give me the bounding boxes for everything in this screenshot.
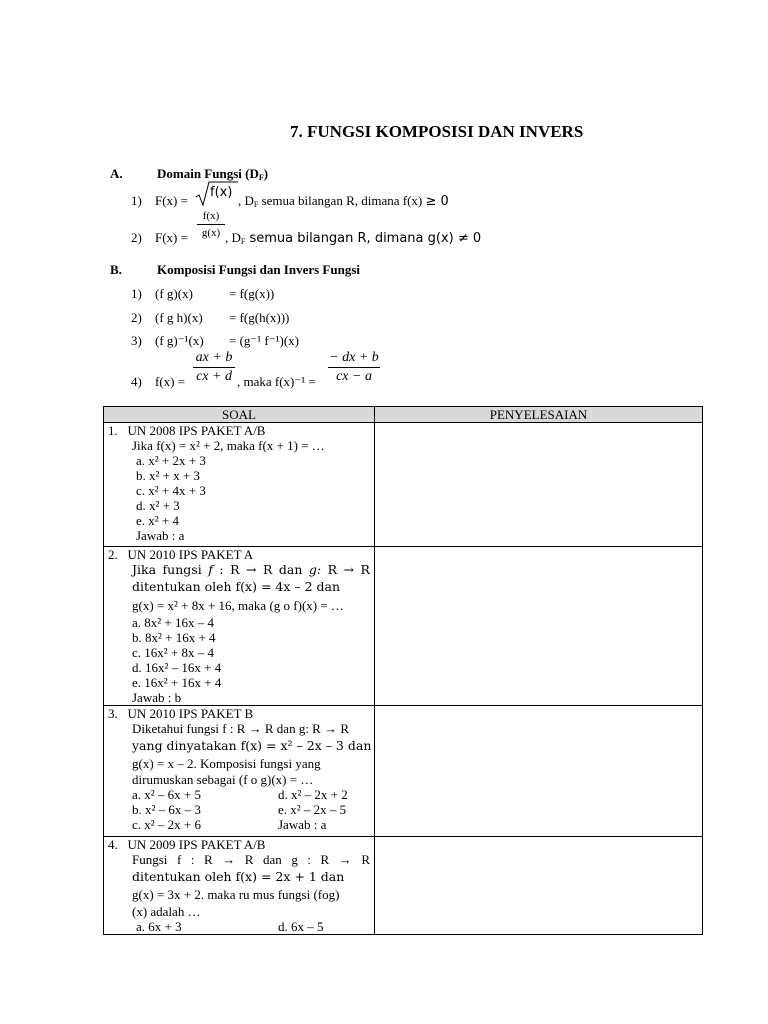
header-penyelesaian: PENYELESAIAN: [375, 407, 703, 423]
a-item1-condition: , $D_F$ semua bilangan R, dimana f(x) ≥ 0: [238, 193, 449, 209]
question-cell-1: [104, 423, 375, 547]
answer-text: Jawab : a: [136, 528, 185, 543]
question-cell-3: [104, 706, 375, 837]
question-line-1: Diketahui fungsi f : R → R dan g: R → R: [132, 721, 350, 736]
option-e: e. 16x² + 16x + 4: [132, 675, 222, 690]
fraction-denominator: cx − a: [336, 369, 372, 384]
question-line-3: g(x) = x² + 8x + 16, maka (g o f)(x) = …: [132, 598, 344, 613]
section-a-letter: A.: [110, 166, 123, 181]
table-row: [104, 837, 703, 935]
fraction-bar: [193, 367, 235, 368]
a-item1-prefix: F(x) =: [155, 193, 188, 208]
section-a-title: Domain Fungsi $(D_F)$: [157, 166, 269, 182]
option-d: d. 6x – 5: [278, 919, 324, 934]
a-item2-prefix: F(x) =: [155, 230, 188, 245]
b-item3-number: 3): [131, 333, 142, 348]
header-soal: SOAL: [104, 407, 375, 423]
question-text: Jika f(x) = x² + 2, maka f(x + 1) = …: [132, 438, 325, 453]
fraction-denominator: g(x): [201, 227, 221, 239]
option-d: d. 16x² – 16x + 4: [132, 660, 222, 675]
options-row-1: [108, 919, 370, 934]
option-c: c. x² – 2x + 6: [132, 817, 201, 832]
options-row-3: [108, 817, 370, 832]
b-item3-lhs: (f g)⁻¹(x): [155, 333, 204, 348]
question-cell-2: [104, 547, 375, 706]
question-line-3: g(x) = x – 2. Komposisi fungsi yang: [132, 756, 321, 771]
answer-cell-1[interactable]: [375, 423, 703, 547]
option-b: b. 8x² + 16x + 4: [132, 630, 216, 645]
option-d: d. x² – 2x + 2: [278, 787, 348, 802]
fraction-bar: [328, 367, 380, 368]
b-item2-rhs: = f(g(h(x))): [229, 310, 290, 325]
b-item1-number: 1): [131, 286, 142, 301]
option-a: a. x² – 6x + 5: [132, 787, 201, 802]
question-line-2: ditentukan oleh f(x) = 4x – 2 dan: [132, 579, 341, 594]
answer-cell-2[interactable]: [375, 547, 703, 706]
questions-table: [103, 406, 703, 935]
question-line-2: yang dinyatakan f(x) = x² – 2x – 3 dan: [132, 738, 372, 753]
question-line-1: Fungsi f : R → R dan g : R → R: [132, 852, 370, 867]
option-a: a. 8x² + 16x – 4: [132, 615, 214, 630]
options-row-1: [108, 787, 370, 802]
question-line-3: g(x) = 3x + 2. maka ru mus fungsi (fog): [132, 887, 340, 902]
option-c: c. x² + 4x + 3: [136, 483, 206, 498]
option-e: e. x² + 4: [136, 513, 179, 528]
b-item4-middle: , maka f(x)⁻¹ =: [237, 374, 316, 389]
answer-text: Jawab : b: [132, 690, 182, 705]
a-item2-fraction: [197, 209, 225, 240]
option-c: c. 16x² + 8x – 4: [132, 645, 214, 660]
b-item1-lhs: (f g)(x): [155, 286, 193, 301]
a-item1-radicand: f(x): [210, 185, 233, 200]
option-a: a. 6x + 3: [136, 919, 182, 934]
section-b-title: Komposisi Fungsi dan Invers Fungsi: [157, 262, 361, 277]
fraction-bar: [197, 224, 225, 225]
page-title: 7. FUNGSI KOMPOSISI DAN INVERS: [290, 122, 584, 141]
b-item3-rhs: = (g⁻¹ f⁻¹)(x): [229, 333, 299, 348]
b-item4-fraction-1: [193, 350, 235, 385]
question-line-2: ditentukan oleh f(x) = 2x + 1 dan: [132, 869, 345, 884]
question-line-1: Jika fungsi f : R → R dan g: R → R: [132, 562, 370, 577]
answer-cell-3[interactable]: [375, 706, 703, 837]
table-row: [104, 423, 703, 547]
section-b-letter: B.: [110, 262, 122, 277]
option-e: e. x² – 2x – 5: [278, 802, 347, 817]
option-d: d. x² + 3: [136, 498, 180, 513]
table-row: [104, 547, 703, 706]
option-a: a. x² + 2x + 3: [136, 453, 206, 468]
question-heading: 3. UN 2010 IPS PAKET B: [108, 706, 254, 721]
a-item1-number: 1): [131, 193, 142, 208]
answer-text: Jawab : a: [278, 817, 327, 832]
question-heading: 1. UN 2008 IPS PAKET A/B: [108, 423, 266, 438]
b-item2-lhs: (f g h)(x): [155, 310, 203, 325]
b-item2-number: 2): [131, 310, 142, 325]
a-item2-number: 2): [131, 230, 142, 245]
b-item1-rhs: = f(g(x)): [229, 286, 275, 301]
option-b: b. x² + x + 3: [136, 468, 201, 483]
b-item4-fraction-2: [328, 350, 380, 385]
fraction-denominator: cx + d: [196, 369, 232, 384]
fraction-numerator: f(x): [202, 210, 220, 222]
answer-cell-4[interactable]: [375, 837, 703, 935]
option-b: b. x² – 6x – 3: [132, 802, 201, 817]
b-item4-number: 4): [131, 374, 142, 389]
fraction-numerator: ax + b: [195, 350, 233, 365]
fraction-numerator: − dx + b: [329, 350, 379, 365]
question-line-4: (x) adalah …: [132, 904, 201, 919]
table-header-row: [104, 407, 703, 423]
b-item4-prefix: f(x) =: [155, 374, 186, 389]
question-heading: 2. UN 2010 IPS PAKET A: [108, 547, 254, 562]
options-row-2: [108, 802, 370, 817]
question-line-4: dirumuskan sebagai (f o g)(x) = …: [132, 772, 314, 787]
question-cell-4: [104, 837, 375, 935]
table-row: [104, 706, 703, 837]
question-heading: 4. UN 2009 IPS PAKET A/B: [108, 837, 266, 852]
a-item2-condition: , $D_F$ semua bilangan R, dimana g(x) ≠ 0: [225, 230, 482, 246]
